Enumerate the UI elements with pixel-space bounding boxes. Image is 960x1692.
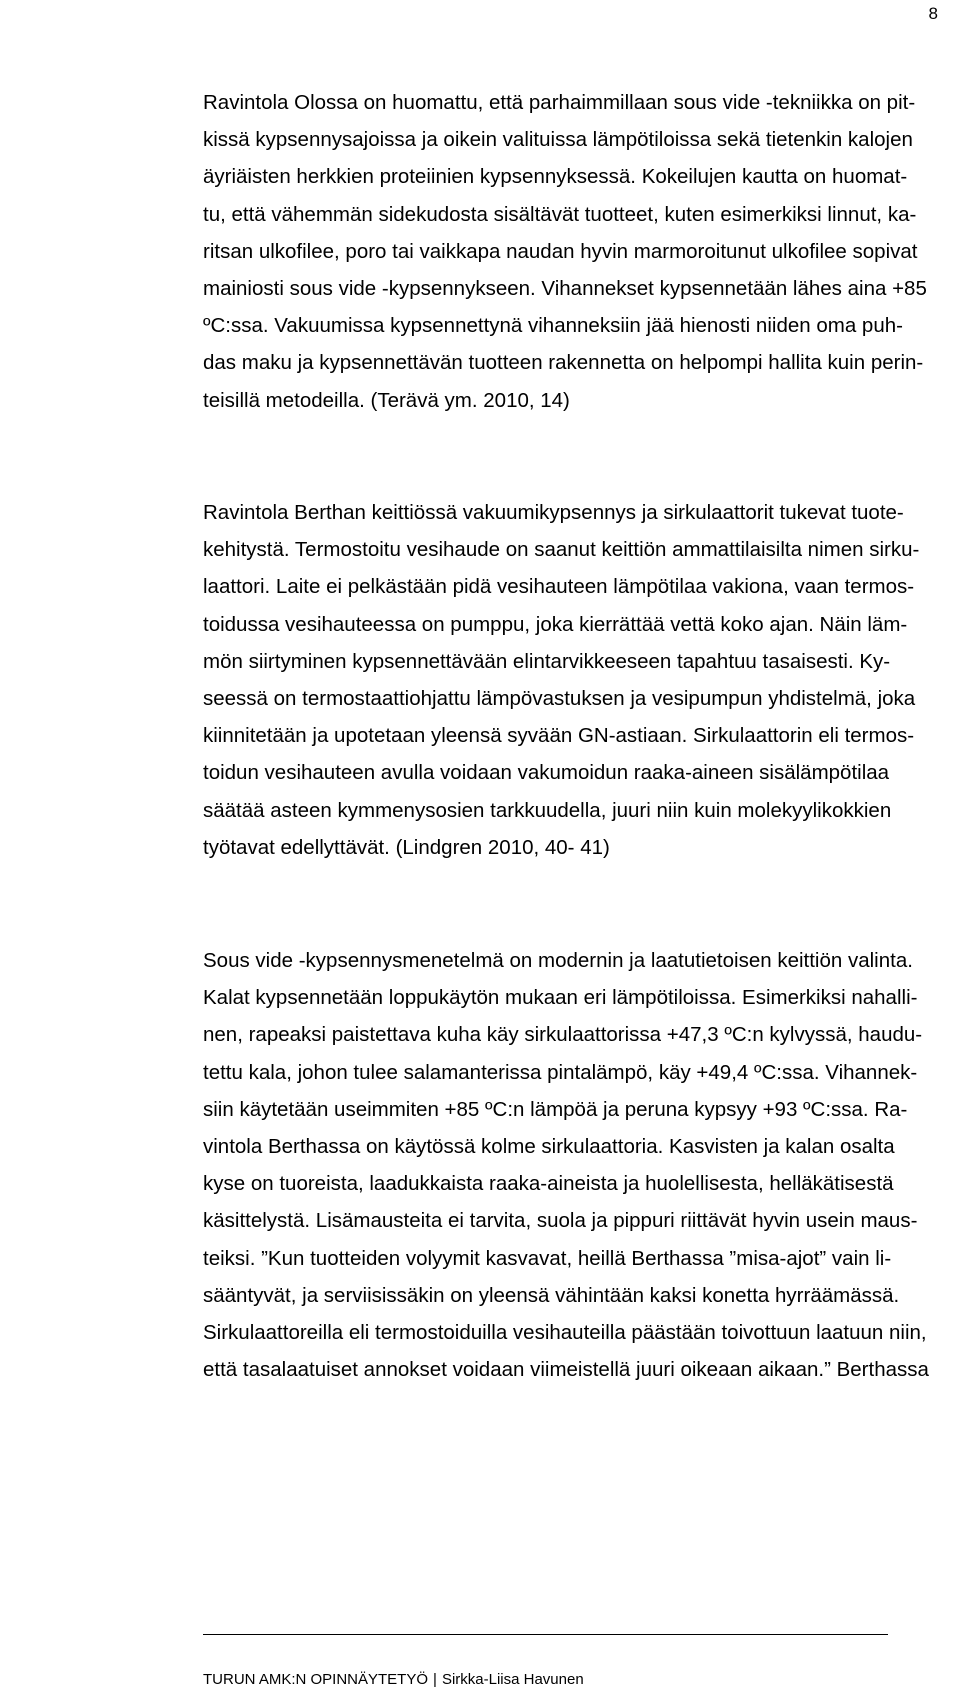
text-line: säätää asteen kymmenysosien tarkkuudella, juuri niin kuin molekyylikokkien <box>203 798 892 822</box>
text-line: seessä on termostaattiohjattu lämpövastuksen ja vesipumpun yhdistelmä, joka <box>203 687 916 710</box>
text-line: vintola Berthassa on käytössä kolme sirkulaattoria. Kasvisten ja kalan osalta <box>203 1135 895 1158</box>
footer-institution: TURUN AMK:N OPINNÄYTETYÖ <box>203 1671 429 1688</box>
text-line: työtavat edellyttävät. (Lindgren 2010, 40- 41) <box>203 835 610 859</box>
text-line: laattori. Laite ei pelkästään pidä vesihauteen lämpötilaa vakiona, vaan termos- <box>203 575 915 599</box>
text-line: kiinnitetään ja upotetaan yleensä syvään GN-astiaan. Sirkulaattorin eli termos- <box>203 724 915 748</box>
text-line: tettu kala, johon tulee salamanterissa pintalämpö, käy +49,4 ºC:ssa. Vihannek- <box>203 1060 918 1084</box>
text-line: sääntyvät, ja serviisissäkin on yleensä vähintään kaksi konetta hyrräämässä. <box>203 1283 900 1307</box>
text-line: kyse on tuoreista, laadukkaista raaka-aineista ja huolellisesta, helläkätisestä <box>203 1172 894 1196</box>
text-line: äyriäisten herkkien proteiinien kypsennyksessä. Kokeilujen kautta on huomat- <box>203 165 908 189</box>
text-line: Ravintola Berthan keittiössä vakuumikypsennys ja sirkulaattorit tukevat tuote- <box>203 501 904 524</box>
text-line: Ravintola Olossa on huomattu, että parhaimmillaan sous vide -tekniikka on pit- <box>203 91 916 114</box>
footer-author: Sirkka-Liisa Havunen <box>441 1671 584 1688</box>
text-line: das maku ja kypsennettävän tuotteen rakennetta on helpompi hallita kuin perin- <box>203 351 924 375</box>
text-line: kissä kypsennysajoissa ja oikein valituissa lämpötiloissa sekä tietenkin kalojen <box>203 128 913 152</box>
text-line: Sous vide -kypsennysmenetelmä on modernin ja laatutietoisen keittiön valinta. <box>203 949 913 972</box>
text-line: nen, rapeaksi paistettava kuha käy sirkulaattorissa +47,3 ºC:n kylvyssä, haudu- <box>203 1023 923 1047</box>
text-line: Kalat kypsennetään loppukäytön mukaan eri lämpötiloissa. Esimerkiksi nahalli- <box>203 986 918 1010</box>
text-line: ritsan ulkofilee, poro tai vaikkapa naudan hyvin marmoroitunut ulkofilee sopivat <box>203 239 918 263</box>
footer-separator: | <box>433 1671 437 1688</box>
text-line: tu, että vähemmän sidekudosta sisältävät tuotteet, kuten esimerkiksi linnut, ka- <box>203 202 917 226</box>
text-line: siin käytetään useimmiten +85 ºC:n lämpöä ja peruna kypsyy +93 ºC:ssa. Ra- <box>203 1097 908 1121</box>
text-line: teiksi. ”Kun tuotteiden volyymit kasvavat, heillä Berthassa ”misa-ajot” vain li- <box>203 1246 892 1270</box>
text-line: kehitystä. Termostoitu vesihaude on saanut keittiön ammattilaisilta nimen sirku- <box>203 538 920 562</box>
footer-text <box>203 1671 584 1689</box>
page-number: 8 <box>928 4 938 23</box>
text-line: Sirkulaattoreilla eli termostoiduilla vesihauteilla päästään toivottuun laatuun niin, <box>203 1321 927 1344</box>
text-line: että tasalaatuiset annokset voidaan viimeistellä juuri oikeaan aikaan.” Berthassa <box>203 1358 929 1382</box>
text-line: mön siirtyminen kypsennettävään elintarvikkeeseen tapahtuu tasaisesti. Ky- <box>203 649 891 673</box>
text-line: mainiosti sous vide -kypsennykseen. Vihannekset kypsennetään lähes aina +85 <box>203 277 927 300</box>
footer-rule <box>203 1634 888 1635</box>
text-line: teisillä metodeilla. (Terävä ym. 2010, 14) <box>203 388 570 412</box>
text-line: käsittelystä. Lisämausteita ei tarvita, suola ja pippuri riittävät hyvin usein maus- <box>203 1209 918 1233</box>
text-line: toidussa vesihauteessa on pumppu, joka kierrättää vettä koko ajan. Näin läm- <box>203 612 908 636</box>
text-line: toidun vesihauteen avulla voidaan vakumoidun raaka-aineen sisälämpötilaa <box>203 761 890 785</box>
text-line: ºC:ssa. Vakuumissa kypsennettynä vihanneksiin jää hienosti niiden oma puh- <box>203 314 903 338</box>
